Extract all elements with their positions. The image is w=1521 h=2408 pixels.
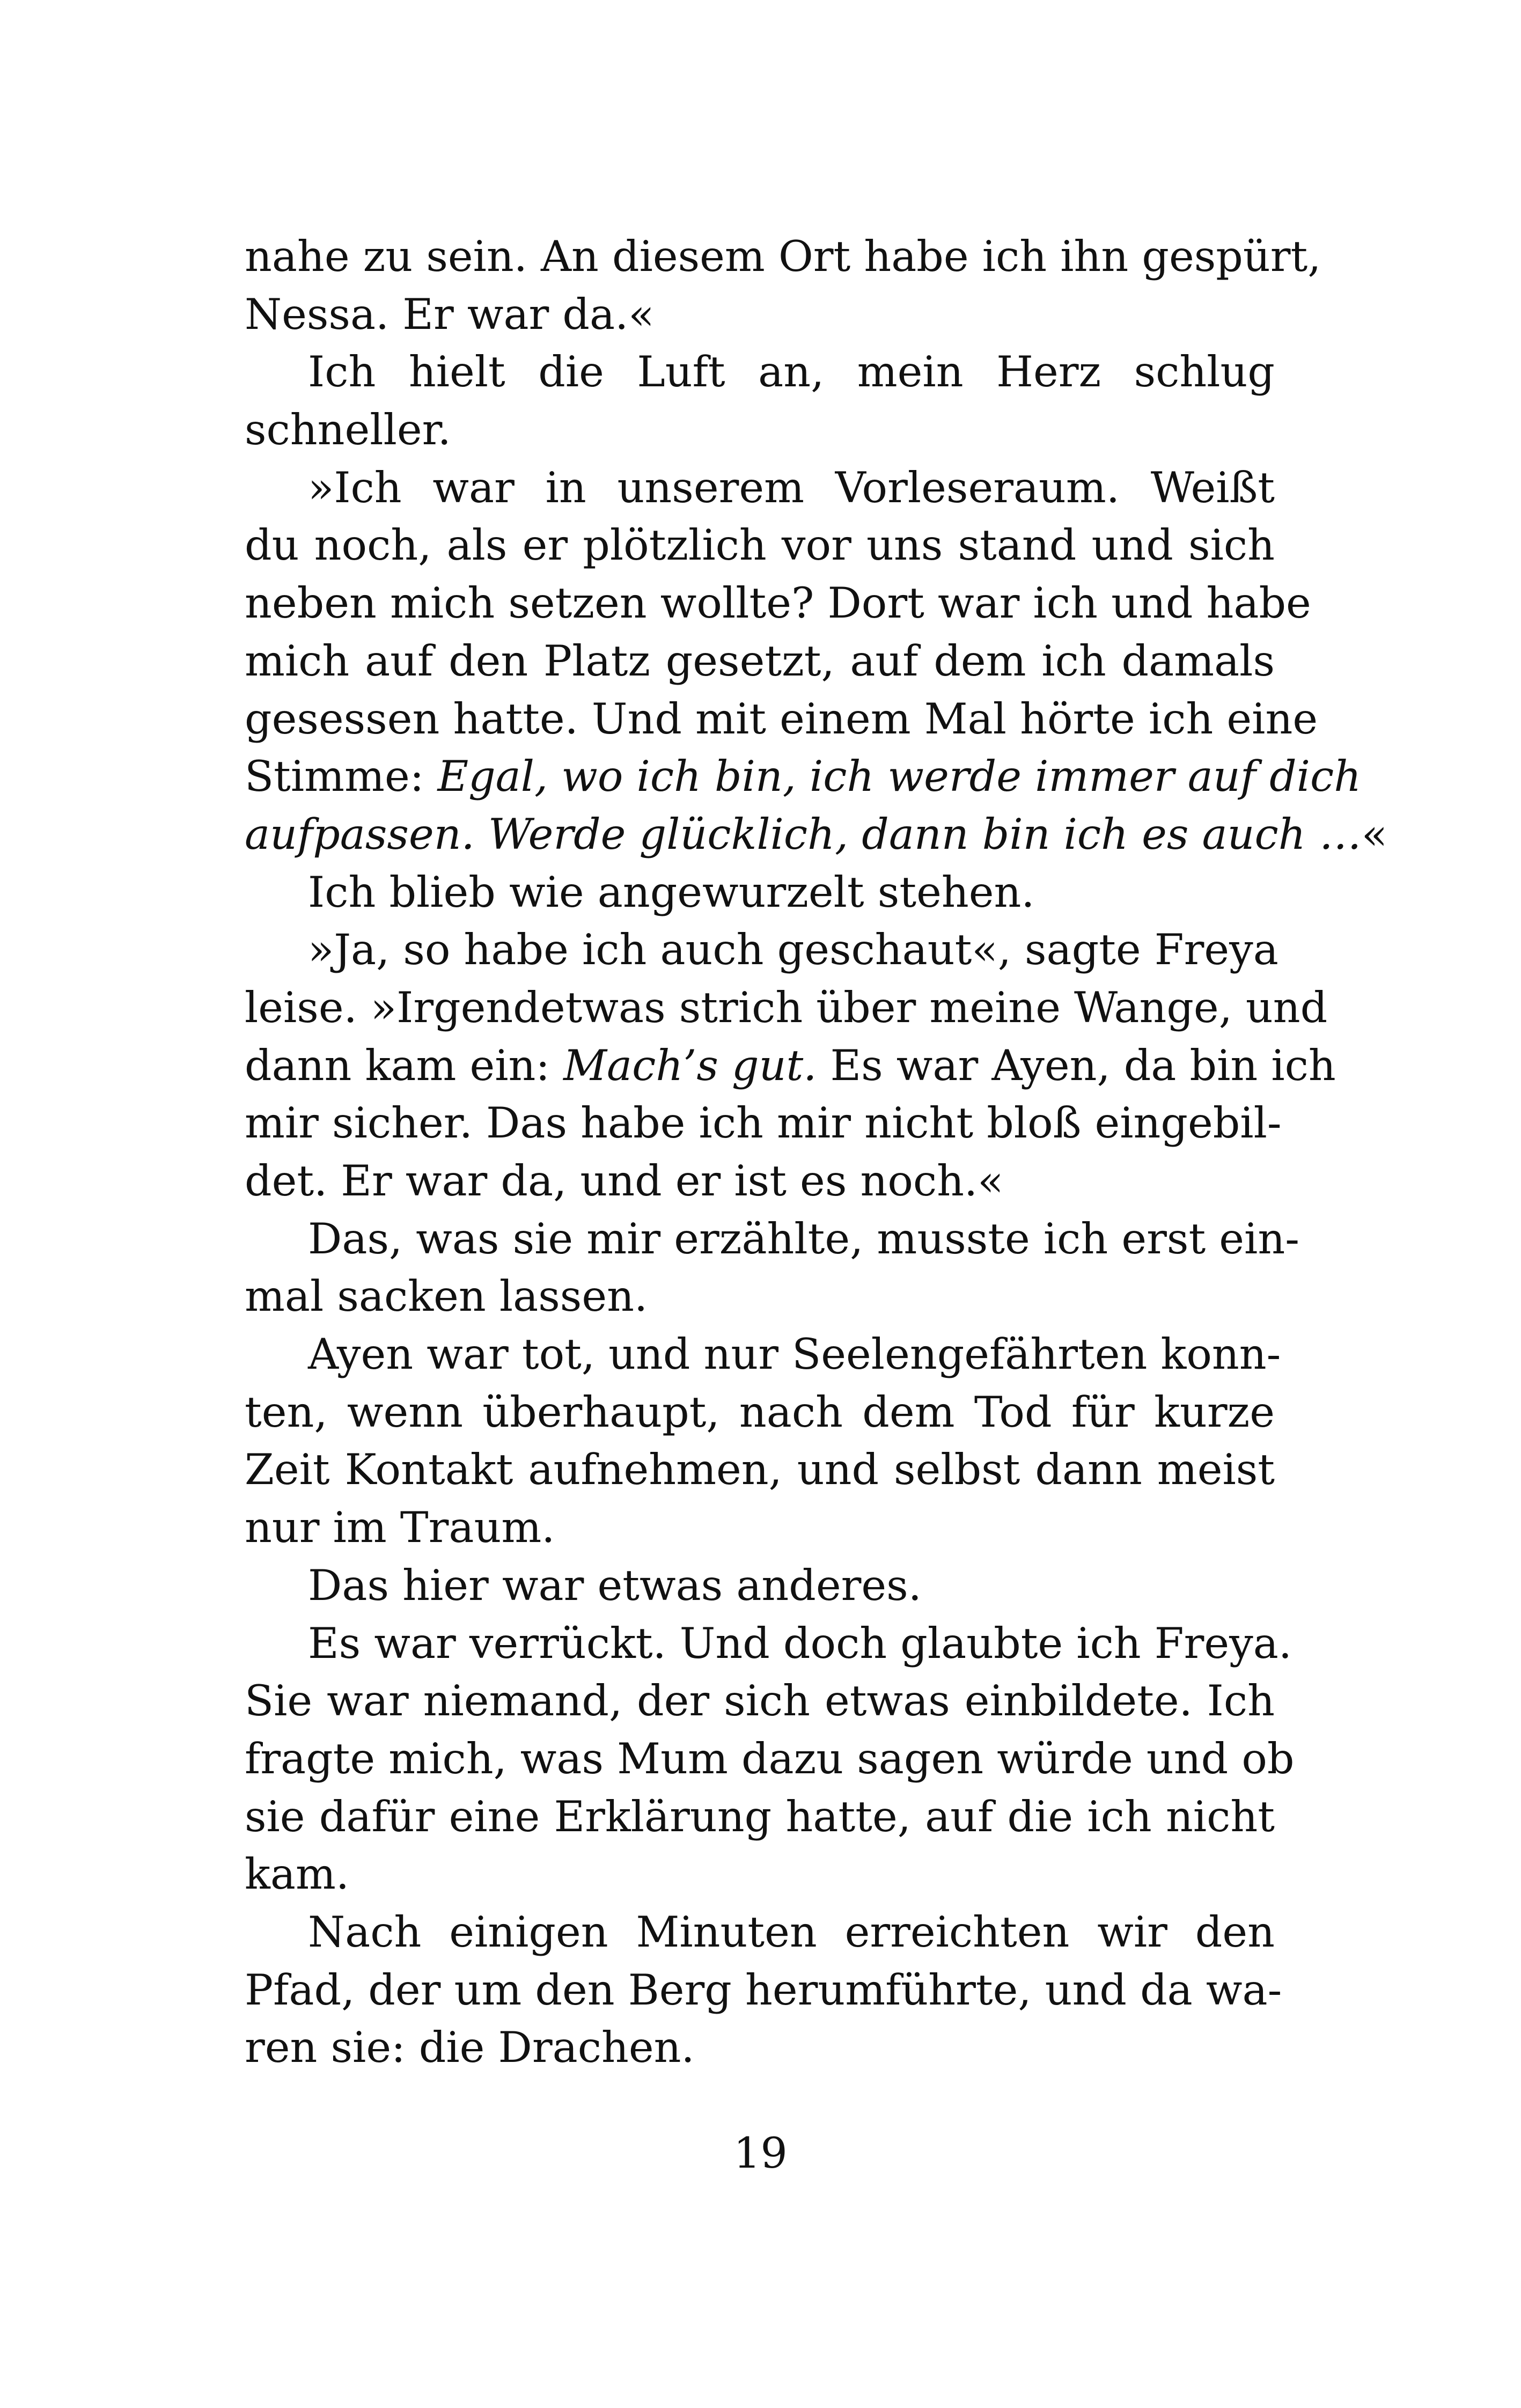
- italic-run: aufpassen. Werde glücklich, dann bin ich es auch …: [245, 809, 1362, 859]
- text-run: leise. »Irgendetwas strich über meine Wange, und: [245, 982, 1328, 1032]
- text-run: Ich blieb wie angewurzelt stehen.: [308, 867, 1035, 917]
- text-run: Ayen war tot, und nur Seelengefährten konn-: [308, 1330, 1281, 1379]
- text-line: [245, 1557, 1275, 1615]
- text-line: [245, 806, 1388, 864]
- text-line: [245, 633, 1275, 691]
- text-line: [245, 459, 1275, 517]
- text-run: Das, was sie mir erzählte, musste ich erst ein-: [308, 1214, 1299, 1264]
- text-run: kam.: [245, 1849, 349, 1899]
- text-run: det. Er war da, und er ist es noch.«: [245, 1156, 1004, 1206]
- text-line: [245, 691, 1318, 748]
- text-run: nahe zu sein. An diesem Ort habe ich ihn gespürt,: [245, 232, 1321, 281]
- text-run: Sie war niemand, der sich etwas einbildete. Ich: [245, 1676, 1275, 1726]
- text-run: ren sie: die Drachen.: [245, 2023, 695, 2073]
- text-run: ten, wenn überhaupt, nach dem Tod für kurze: [245, 1387, 1275, 1437]
- text-run: schneller.: [245, 405, 451, 455]
- text-run: mir sicher. Das habe ich mir nicht bloß eingebil-: [245, 1098, 1282, 1148]
- text-line: [245, 1615, 1292, 1673]
- text-line: [245, 401, 1275, 459]
- page-number: 19: [733, 2128, 788, 2178]
- text-line: [245, 1904, 1275, 1962]
- text-run: Das hier war etwas anderes.: [308, 1560, 922, 1610]
- text-run: Pfad, der um den Berg herumführte, und da wa-: [245, 1965, 1282, 2015]
- text-line: [245, 286, 1275, 344]
- text-line: [245, 1730, 1295, 1788]
- text-line: [245, 343, 1275, 401]
- text-line: [245, 1268, 1275, 1326]
- text-line: [245, 517, 1275, 575]
- text-run: Es war verrückt. Und doch glaubte ich Freya.: [308, 1618, 1292, 1668]
- text-run: gesessen hatte. Und mit einem Mal hörte ich eine: [245, 694, 1318, 744]
- text-run: du noch, als er plötzlich vor uns stand und sich: [245, 520, 1275, 570]
- italic-run: Mach’s gut.: [563, 1040, 817, 1090]
- text-run: Stimme:: [245, 752, 438, 802]
- text-line: [245, 1846, 1275, 1904]
- text-line: [245, 864, 1275, 922]
- text-line: [245, 1499, 1275, 1557]
- text-run: »Ja, so habe ich auch geschaut«, sagte Freya: [308, 925, 1278, 975]
- text-line: [245, 1788, 1275, 1846]
- text-line: [245, 1095, 1282, 1152]
- italic-run: Egal, wo ich bin, ich werde immer auf dich: [437, 752, 1362, 802]
- text-run: fragte mich, was Mum dazu sagen würde und ob: [245, 1734, 1295, 1783]
- text-line: [245, 1962, 1282, 2020]
- text-run: mal sacken lassen.: [245, 1272, 648, 1322]
- text-run: Es war Ayen, da bin ich: [817, 1040, 1336, 1090]
- text-line: [245, 1672, 1275, 1730]
- text-line: [245, 1037, 1336, 1095]
- text-line: [245, 748, 1362, 806]
- text-run: nur im Traum.: [245, 1503, 555, 1553]
- text-line: [245, 1326, 1281, 1384]
- text-line: [245, 228, 1321, 286]
- text-run: «: [1361, 809, 1388, 859]
- text-line: [245, 575, 1311, 633]
- text-line: [245, 979, 1328, 1037]
- text-run: »Ich war in unserem Vorleseraum. Weißt: [308, 462, 1275, 512]
- body-text: [245, 228, 1388, 2077]
- text-line: [245, 1441, 1275, 1499]
- text-run: Nach einigen Minuten erreichten wir den: [308, 1907, 1275, 1957]
- text-run: mich auf den Platz gesetzt, auf dem ich damals: [245, 636, 1275, 686]
- text-run: Zeit Kontakt aufnehmen, und selbst dann meist: [245, 1445, 1275, 1495]
- text-line: [245, 921, 1278, 979]
- text-run: neben mich setzen wollte? Dort war ich und habe: [245, 578, 1311, 628]
- text-run: Nessa. Er war da.«: [245, 289, 655, 339]
- text-line: [245, 1384, 1275, 1442]
- text-run: sie dafür eine Erklärung hatte, auf die ich nicht: [245, 1792, 1275, 1841]
- text-line: [245, 1152, 1275, 1210]
- text-line: [245, 1210, 1299, 1268]
- text-line: [245, 2019, 1275, 2077]
- text-run: dann kam ein:: [245, 1040, 564, 1090]
- text-run: Ich hielt die Luft an, mein Herz schlug: [308, 347, 1275, 397]
